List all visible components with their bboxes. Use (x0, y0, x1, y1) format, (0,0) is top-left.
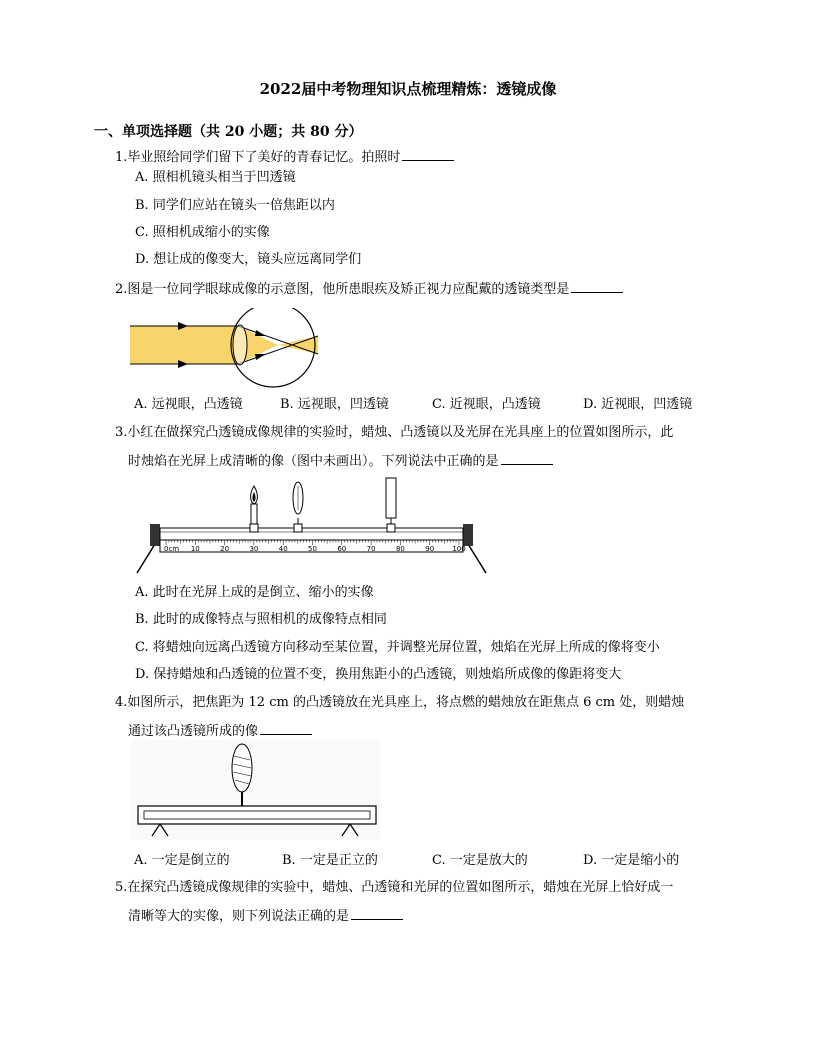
bench-end-post (463, 524, 473, 546)
question-2-option-a: A. 远视眼，凸透镜 (134, 397, 243, 412)
eye-diagram-figure (128, 308, 328, 388)
candle (251, 504, 257, 524)
optical-bench-figure (133, 476, 493, 576)
question-5-stem-line2: 清晰等大的实像，则下列说法正确的是 (128, 907, 403, 925)
light-screen (386, 478, 396, 518)
arrow-icon (255, 330, 266, 336)
ruler-tick-label: 90 (425, 545, 435, 553)
question-1-option-d: D. 想让成的像变大，镜头应远离同学们 (135, 252, 362, 267)
answer-blank (571, 280, 623, 293)
eye-lens-shape (233, 325, 247, 365)
question-5-stem-line1: 5.在探究凸透镜成像规律的实验中，蜡烛、凸透镜和光屏的位置如图所示，蜡烛在光屏上恰好成一 (115, 880, 674, 895)
question-2-options (0, 397, 816, 413)
question-4-stem-line1: 4.如图所示，把焦距为 12 cm 的凸透镜放在光具座上，将点燃的蜡烛放在距焦点 6 cm 处，则蜡烛 (115, 695, 685, 710)
ruler-tick-label: 0cm (164, 545, 180, 553)
question-4-option-a: A. 一定是倒立的 (134, 853, 230, 868)
ruler-tick-label: 50 (308, 545, 317, 553)
ruler-tick-label: 30 (249, 545, 259, 553)
ruler-tick-label: 10 (190, 545, 200, 553)
arrow-icon (255, 354, 266, 360)
bench-end-post (150, 524, 160, 546)
lens-on-bench-figure (130, 740, 380, 845)
answer-blank (501, 452, 553, 465)
question-3-option-c: C. 将蜡烛向远离凸透镜方向移动至某位置，并调整光屏位置，烛焰在光屏上所成的像将变小 (135, 640, 660, 655)
question-3-stem-line2: 时烛焰在光屏上成清晰的像（图中未画出）。下列说法中正确的是 (128, 452, 553, 470)
bench-rail (160, 528, 463, 540)
question-2-option-b: B. 远视眼，凹透镜 (280, 397, 389, 412)
convex-lens (232, 744, 252, 792)
question-3-option-b: B. 此时的成像特点与照相机的成像特点相同 (135, 612, 387, 627)
document-title: 2022届中考物理知识点梳理精炼：透镜成像 (259, 80, 557, 98)
question-4-option-b: B. 一定是正立的 (282, 853, 378, 868)
section-heading: 一、单项选择题（共 20 小题；共 80 分） (94, 124, 363, 140)
ruler-tick-label: 80 (395, 545, 405, 553)
question-1-stem: 1.毕业照给同学们留下了美好的青春记忆。拍照时 (115, 148, 454, 166)
ruler-tick-label: 70 (366, 545, 376, 553)
question-2-stem: 2.图是一位同学眼球成像的示意图，他所患眼疾及矫正视力应配戴的透镜类型是 (115, 280, 623, 298)
question-2-option-d: D. 近视眼，凹透镜 (583, 397, 693, 412)
question-4-stem-line2: 通过该凸透镜所成的像 (128, 722, 312, 740)
ruler-tick-label: 40 (278, 545, 288, 553)
answer-blank (351, 907, 403, 920)
answer-blank (402, 148, 454, 161)
question-4-option-c: C. 一定是放大的 (432, 853, 528, 868)
question-2-option-c: C. 近视眼，凸透镜 (432, 397, 541, 412)
question-3-option-d: D. 保持蜡烛和凸透镜的位置不变，换用焦距小的凸透镜，则烛焰所成像的像距将变大 (135, 667, 622, 682)
answer-blank (260, 722, 312, 735)
question-4-options (0, 853, 816, 869)
ruler-tick-label: 20 (220, 545, 230, 553)
question-4-option-d: D. 一定是缩小的 (583, 853, 680, 868)
question-3-stem-line1: 3.小红在做探究凸透镜成像规律的实验时，蜡烛、凸透镜以及光屏在光具座上的位置如图所示，此 (115, 425, 674, 440)
ruler-tick-label: 60 (337, 545, 347, 553)
ruler-tick-label: 100 (452, 545, 466, 553)
question-1-option-a: A. 照相机镜头相当于凹透镜 (135, 170, 296, 185)
diverging-beam (278, 336, 318, 354)
question-1-option-c: C. 照相机成缩小的实像 (135, 225, 270, 240)
light-beam (130, 326, 238, 364)
question-1-option-b: B. 同学们应站在镜头一倍焦距以内 (135, 198, 335, 213)
question-3-option-a: A. 此时在光屏上成的是倒立、缩小的实像 (135, 585, 374, 600)
